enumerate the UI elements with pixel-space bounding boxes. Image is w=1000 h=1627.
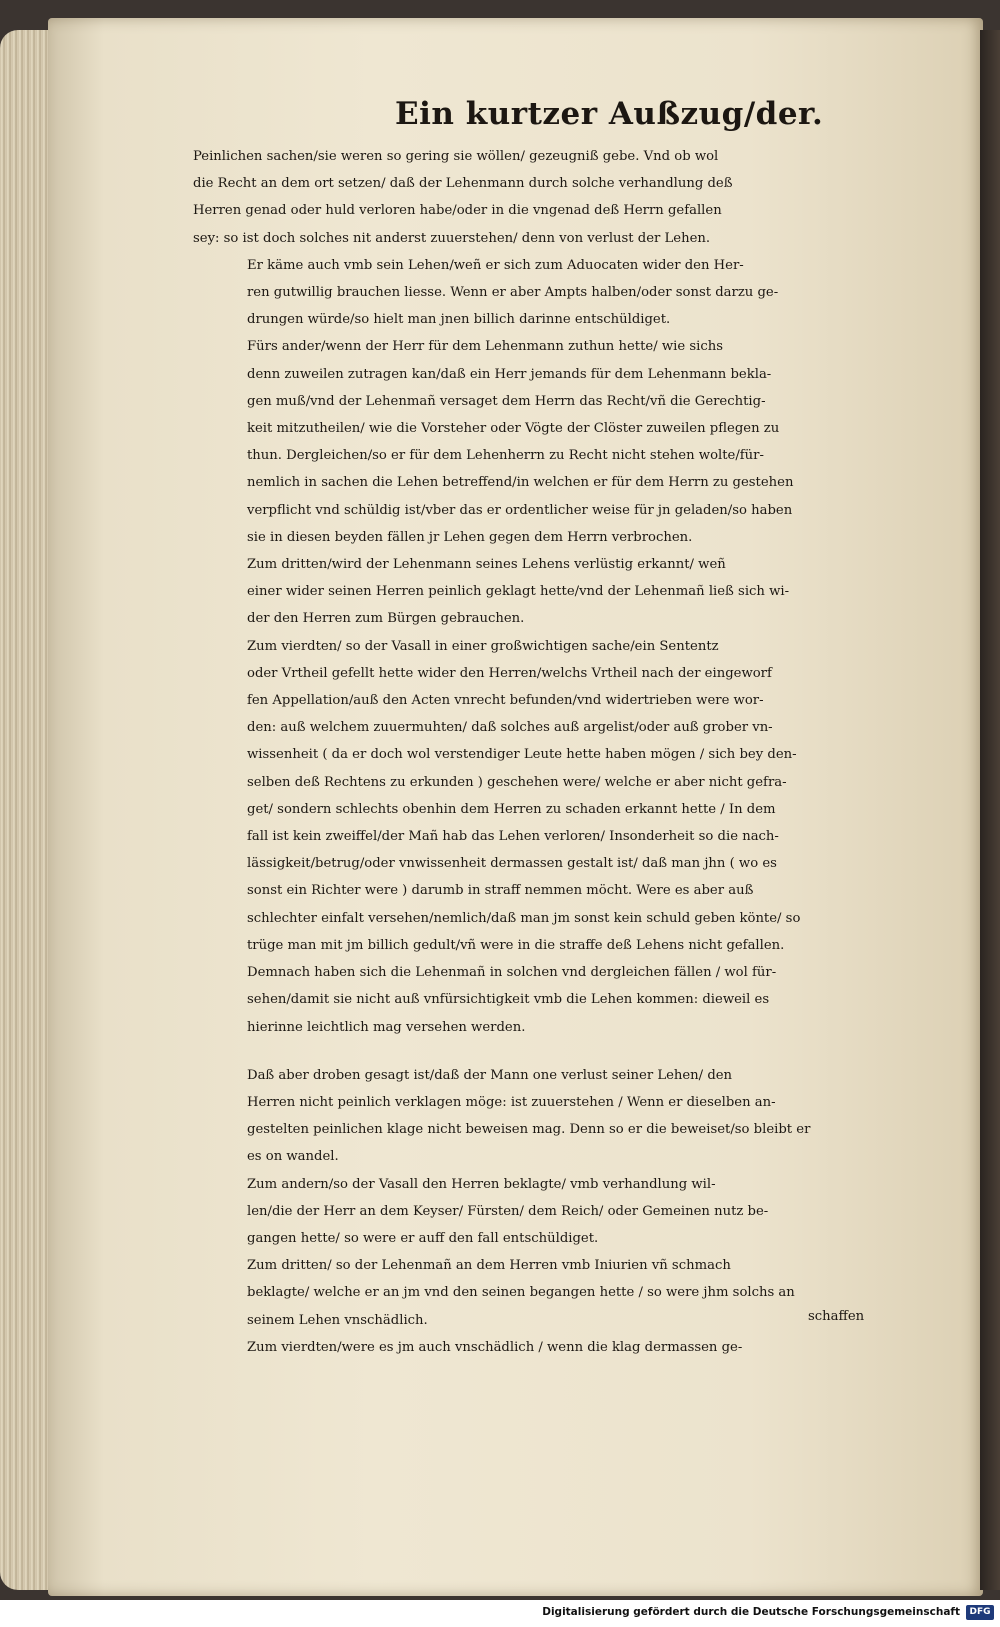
text-line: Daß aber droben gesagt ist/daß der Mann one verlust seiner Lehen/ den [247,1067,733,1083]
paragraph [193,1062,883,1171]
text-line: Zum dritten/ so der Lehenmañ an dem Herren vmb Iniurien vñ schmach [247,1258,731,1274]
text-line: keit mitzutheilen/ wie die Vorsteher oder Vögte der Clöster zuweilen pflegen zu [247,421,780,437]
text-line: Herren genad oder huld verloren habe/oder in die vngenad deß Herrn gefallen [193,203,722,219]
text-line: beklagte/ welche er an jm vnd den seinen begangen hette / so were jhm solchs an [247,1285,795,1301]
paragraph [193,333,883,551]
text-line: gangen hette/ so were er auff den fall entschüldiget. [247,1230,599,1246]
text-line: get/ sondern schlechts obenhin dem Herren zu schaden erkannt hette / In dem [247,801,776,817]
text-line: Er käme auch vmb sein Lehen/weñ er sich zum Aduocaten wider den Her- [247,257,744,273]
paragraph [193,551,883,633]
paragraph [193,143,883,252]
text-line: sehen/damit sie nicht auß vnfürsichtigkeit vmb die Lehen kommen: dieweil es [247,992,770,1008]
text-line: Zum andern/so der Vasall den Herren beklagte/ vmb verhandlung wil- [247,1176,716,1192]
text-line: der den Herren zum Bürgen gebrauchen. [247,611,525,627]
text-line: sonst ein Richter were ) darumb in straff nemmen möcht. Were es aber auß [247,883,754,899]
text-line: sie in diesen beyden fällen jr Lehen gegen dem Herrn verbrochen. [247,529,693,545]
funding-credit: Digitalisierung gefördert durch die Deutsche Forschungsgemeinschaft [542,1606,960,1618]
paragraph [193,633,883,1041]
text-line: Zum vierdten/were es jm auch vnschädlich / wenn die klag dermassen ge- [247,1339,743,1355]
text-line: hierinne leichtlich mag versehen werden. [247,1019,526,1035]
footer-bar [0,1600,1000,1627]
paragraph [193,252,883,334]
text-line: len/die der Herr an dem Keyser/ Fürsten/ dem Reich/ oder Gemeinen nutz be- [247,1203,769,1219]
paragraph [193,1334,883,1361]
text-line: fall ist kein zweiffel/der Mañ hab das Lehen verloren/ Insonderheit so die nach- [247,829,779,845]
text-line: oder Vrtheil gefellt hette wider den Herren/welchs Vrtheil nach der eingeworf [247,665,772,681]
text-line: gestelten peinlichen klage nicht beweisen mag. Denn so er die beweiset/so bleibt er [247,1122,811,1138]
text-line: ren gutwillig brauchen liesse. Wenn er aber Ampts halben/oder sonst darzu ge- [247,285,779,301]
text-line: seinem Lehen vnschädlich. [247,1312,428,1328]
paragraph [193,1252,883,1334]
text-line: Demnach haben sich die Lehenmañ in solchen vnd dergleichen fällen / wol für- [247,965,777,981]
text-line: die Recht an dem ort setzen/ daß der Lehenmann durch solche verhandlung deß [193,176,733,192]
text-line: Peinlichen sachen/sie weren so gering sie wöllen/ gezeugniß gebe. Vnd ob wol [193,149,719,164]
text-line: wissenheit ( da er doch wol verstendiger Leute hette haben mögen / sich bey den- [247,747,797,763]
catchword: schaffen [808,1309,865,1324]
text-line: drungen würde/so hielt man jnen billich darinne entschüldiget. [247,312,671,328]
text-line: verpflicht vnd schüldig ist/vber das er ordentlicher weise für jn geladen/so haben [247,502,793,518]
text-line: sey: so ist doch solches nit anderst zuuerstehen/ denn von verlust der Lehen. [193,230,711,246]
text-line: den: auß welchem zuuermuhten/ daß solches auß argelist/oder auß grober vn- [247,720,773,736]
text-line: lässigkeit/betrug/oder vnwissenheit dermassen gestalt ist/ daß man jhn ( wo es [247,856,777,872]
text-line: denn zuweilen zutragen kan/daß ein Herr jemands für dem Lehenmann bekla- [247,366,772,382]
running-head: Ein kurtzer Außzug/der. [395,96,824,132]
text-line: nemlich in sachen die Lehen betreffend/in welchen er für dem Herrn zu gestehen [247,475,794,491]
text-line: gen muß/vnd der Lehenmañ versaget dem Herrn das Recht/vñ die Gerechtig- [247,393,766,409]
paragraph [193,1171,883,1253]
text-line: selben deß Rechtens zu erkunden ) geschehen were/ welche er aber nicht gefra- [247,774,787,790]
body-text [193,143,883,1361]
text-line: trüge man mit jm billich gedult/vñ were in die straffe deß Lehens nicht gefallen. [247,937,785,953]
dfg-logo-icon: DFG [966,1605,994,1620]
book-spine [980,30,1000,1590]
text-line: Zum vierdten/ so der Vasall in einer großwichtigen sache/ein Sententz [247,638,719,654]
text-line: einer wider seinen Herren peinlich geklagt hette/vnd der Lehenmañ ließ sich wi- [247,584,790,600]
text-line: Fürs ander/wenn der Herr für dem Lehenmann zuthun hette/ wie sichs [247,339,723,355]
text-line: thun. Dergleichen/so er für dem Lehenherrn zu Recht nicht stehen wolte/für- [247,448,764,464]
text-line: fen Appellation/auß den Acten vnrecht befunden/vnd widertrieben were wor- [247,693,764,709]
text-line: es on wandel. [247,1149,339,1165]
text-line: schlechter einfalt versehen/nemlich/daß man jm sonst kein schuld geben könte/ so [247,910,801,926]
text-line: Herren nicht peinlich verklagen möge: ist zuuerstehen / Wenn er dieselben an- [247,1094,776,1110]
text-line: Zum dritten/wird der Lehenmann seines Lehens verlüstig erkannt/ weñ [247,557,726,573]
